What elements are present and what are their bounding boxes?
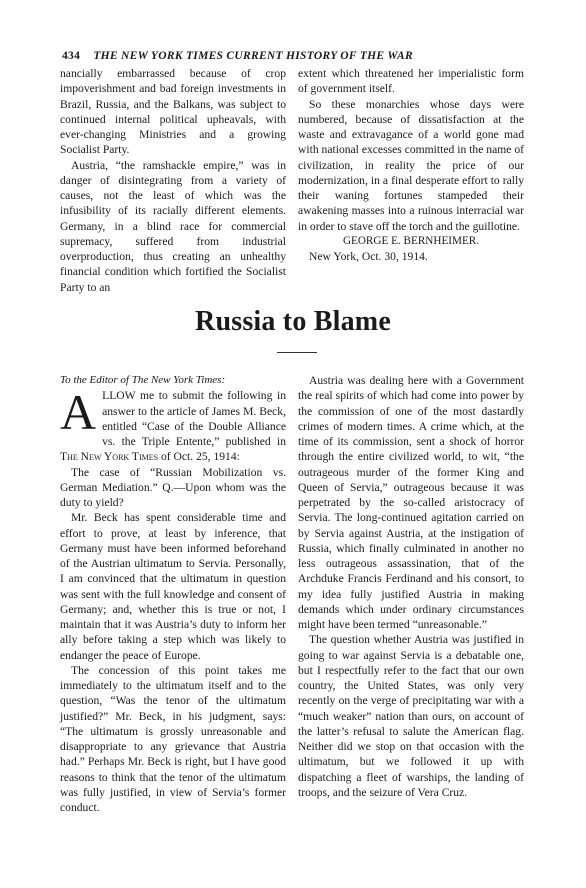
- title-rule: [277, 352, 317, 353]
- opening-text: LLOW me to submit the following in answer to the article of James M. Beck, entitled “Case of the Double Alliance vs. the Triple Entente,” published in: [102, 389, 286, 448]
- paragraph: The concession of this point takes me immediately to the ultimatum itself and to the question, “Was the tenor of the ultimatum justified?” Mr. Beck, in his judgment, says: “The ultimatum is grossly unreasonable and disappropriate to any grievance that Austria had.” Perhaps Mr. Beck is right, but I have good reasons to think that the tenor of the ultimatum was fully justified, in view of Servia’s former conduct.: [60, 663, 286, 814]
- paragraph: Austria was dealing here with a Government the real spirits of which had come into power by the commission of one of the most dastardly crimes of modern times. A crime which, at the time of its commission, sent a shock of horror through the entire civilized world, to wit, “the outrageous murder of the former King and Queen of Servia,” outrageous because it was perpetrated by the so-called aristocracy of Servia. The long-continued agitation carried on by Servia against Austria, at the instigation of Russia, which finally culminated in another no less outrageous assassination, that of the Archduke Francis Ferdinand and his consort, to my idea fully justified Austria in making demands which under ordinary circumstances might have been termed “unreasonable.”: [298, 374, 524, 631]
- letter-column-2: [298, 66, 524, 264]
- signature: GEORGE E. BERNHEIMER.: [342, 234, 480, 247]
- opening-date: of Oct. 25, 1914:: [158, 450, 240, 464]
- paragraph: Mr. Beck has spent considerable time and effort to prove, at least by inference, that Germany must have been informed beforehand of the Austrian ultimatum to Servia. Personally, I am convinced that the ultimatum in question was sent with the full knowledge and consent of Germany; and, whether this is true or not, I maintain that it was Austria’s duty to inform her ally before taking a step which was likely to endanger the peace of Europe.: [60, 511, 286, 662]
- paragraph: The case of “Russian Mobilization vs. German Mediation.” Q.—Upon whom was the duty to yield?: [60, 465, 286, 509]
- opening-paragraph: [60, 384, 286, 464]
- running-title: THE NEW YORK TIMES CURRENT HISTORY OF THE WAR: [93, 50, 413, 62]
- letter-column-1: [60, 66, 286, 295]
- newspaper-name: The New York Times: [60, 450, 159, 464]
- paragraph: extent which threatened her imperialistic form of government itself.: [298, 67, 524, 96]
- paragraph: The question whether Austria was justified in going to war against Servia is a debatable one, but I respectfully refer to the fact that our own country, the United States, was only very recently on the verge of precipitating war with a “much weaker” nation than ours, on account of the latter’s refusal to salute the American flag. Neither did we stop on that occasion with the ultimatum, but we followed it up with dispatching a fleet of warships, the landing of troops, and the seizure of Vera Cruz.: [298, 633, 524, 799]
- article-column-2: [298, 373, 524, 800]
- addressee: To the Editor of The New York Times:: [60, 374, 226, 386]
- drop-cap: A: [60, 384, 97, 441]
- page-number: 434: [62, 50, 81, 62]
- paragraph: So these monarchies whose days were numbered, because of dissatisfaction at the waste and extravagance of a world gone mad with national excesses committed in the name of civilization, in reality the price of our modernization, in a final desperate effort to rally their waning fortunes stampeded their awakening masses into a ruinous interracial war in order to stave off the torch and the guillotine.: [298, 97, 524, 233]
- place-date: New York, Oct. 30, 1914.: [309, 250, 428, 263]
- running-header: [62, 50, 542, 62]
- article-column-1: [60, 373, 286, 815]
- paragraph: Austria, “the ramshackle empire,” was in danger of disintegrating from a variety of causes, not the least of which was the infusibility of its racially different elements. Germany, in a blind race for commercial supremacy, suffered from industrial overproduction, thus creating an unhealthy financial condition which fortified the Socialist Party to an: [60, 158, 286, 294]
- article-title: Russia to Blame: [195, 306, 391, 337]
- paragraph: nancially embarrassed because of crop impoverishment and bad foreign investments in Brazil, Russia, and the Balkans, was subject to continued internal political upheavals, with ever-changing Ministries and a growing Socialist Party.: [60, 67, 286, 157]
